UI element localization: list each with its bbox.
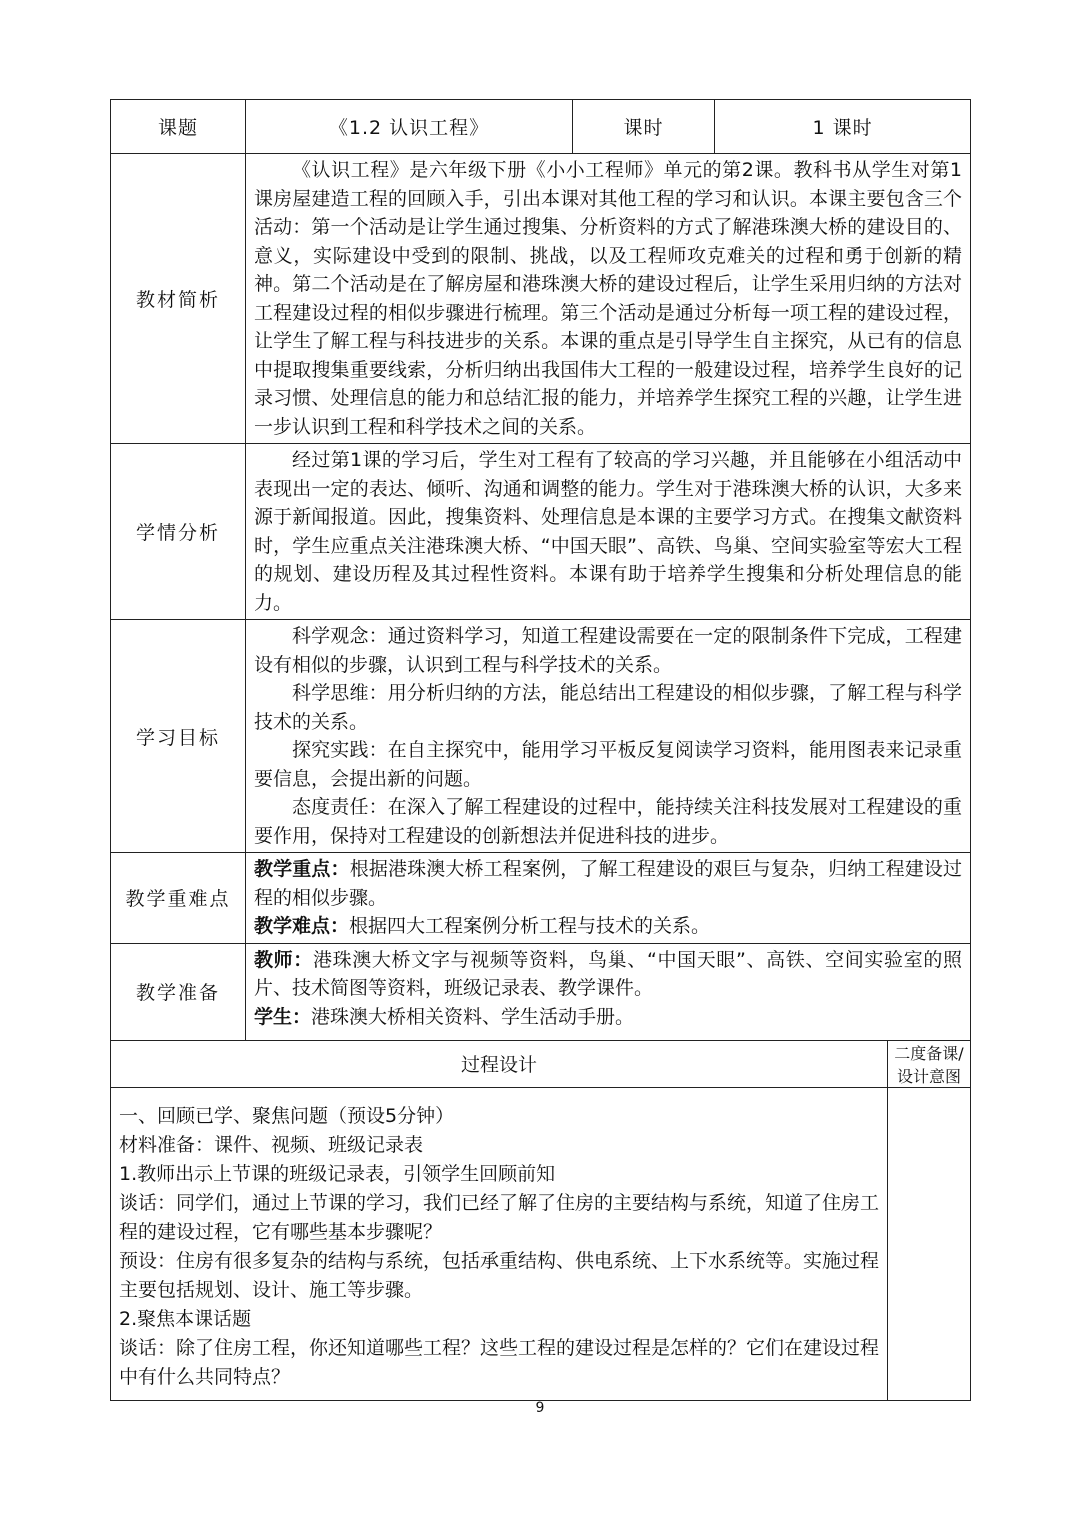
hours-value: 1 课时 — [715, 100, 971, 154]
teaching-difficulty — [254, 912, 962, 941]
process-line: 1.教师出示上节课的班级记录表，引领学生回顾前知 — [119, 1162, 556, 1185]
process-line: 谈话：除了住房工程，你还知道哪些工程？这些工程的建设过程是怎样的？它们在建设过程中有什么共同特点？ — [119, 1336, 880, 1388]
learning-goals-row — [111, 620, 971, 853]
textbook-analysis-cell — [246, 154, 971, 444]
teacher-prep-text: 港珠澳大桥文字与视频等资料，鸟巢、“中国天眼”、高铁、空间实验室的照片、技术简图等资料，班级记录表、教学课件。 — [254, 948, 962, 999]
student-analysis-cell — [246, 444, 971, 620]
preparation-row — [111, 943, 971, 1040]
process-header-row — [111, 1040, 971, 1087]
topic-label: 课题 — [111, 100, 246, 154]
teacher-prep-key: 教师： — [254, 948, 313, 971]
process-line: 预设：住房有很多复杂的结构与系统，包括承重结构、供电系统、上下水系统等。实施过程主要包括规划、设计、施工等步骤。 — [119, 1249, 880, 1301]
teaching-difficulty-text: 根据四大工程案例分析工程与技术的关系。 — [349, 915, 711, 937]
goal-item: 科学观念：通过资料学习，知道工程建设需要在一定的限制条件下完成，工程建设有相似的步骤，认识到工程与科学技术的关系。 — [254, 625, 963, 676]
process-line: 一、回顾已学、聚焦问题（预设5分钟） — [119, 1104, 455, 1127]
textbook-analysis-label: 教材简析 — [111, 154, 246, 444]
student-analysis-text: 经过第1课的学习后，学生对工程有了较高的学习兴趣，并且能够在小组活动中表现出一定的表达、倾听、沟通和调整的能力。学生对于港珠澳大桥的认识，大多来源于新闻报道。因此，搜集资料、处理信息是本课的主要学习方式。在搜集文献资料时，学生应重点关注港珠澳大桥、“中国天眼”、高铁、鸟巢、空间实验室等宏大工程的规划、建设历程及其过程性资料。本课有助于培养学生搜集和分析处理信息的能力。 — [254, 449, 963, 614]
teaching-focus-key: 教学重点： — [254, 858, 350, 880]
preparation-label: 教学准备 — [111, 943, 246, 1040]
student-prep-key: 学生： — [254, 1005, 312, 1028]
student-analysis-row — [111, 444, 971, 620]
teaching-focus — [254, 855, 962, 912]
textbook-analysis-text: 《认识工程》是六年级下册《小小工程师》单元的第2课。教科书从学生对第1课房屋建造工程的回顾入手，引出本课对其他工程的学习和认识。本课主要包含三个活动：第一个活动是让学生通过搜集、分析资料的方式了解港珠澳大桥的建设目的、意义，实际建设中受到的限制、挑战，以及工程师攻克难关的过程和勇于创新的精神。第二个活动是在了解房屋和港珠澳大桥的建设过程后，让学生采用归纳的方法对工程建设过程的相似步骤进行梳理。第三个活动是通过分析每一项工程的建设过程，让学生了解工程与科技进步的关系。本课的重点是引导学生自主探究，从已有的信息中提取搜集重要线索，分析归纳出我国伟大工程的一般建设过程，培养学生良好的记录习惯、处理信息的能力和总结汇报的能力，并培养学生探究工程的兴趣，让学生进一步认识到工程和科学技术之间的关系。 — [254, 159, 963, 438]
lesson-plan-table — [110, 99, 971, 1401]
student-prep-text: 港珠澳大桥相关资料、学生活动手册。 — [311, 1005, 635, 1028]
process-line: 材料准备：课件、视频、班级记录表 — [119, 1133, 424, 1156]
process-design-cell — [111, 1087, 888, 1400]
goal-item: 科学思维：用分析归纳的方法，能总结出工程建设的相似步骤，了解工程与科学技术的关系。 — [254, 682, 963, 733]
topic-value: 《1.2 认识工程》 — [246, 100, 573, 154]
learning-goals-label: 学习目标 — [111, 620, 246, 853]
textbook-analysis-row — [111, 154, 971, 444]
process-line: 谈话：同学们，通过上节课的学习，我们已经了解了住房的主要结构与系统，知道了住房工程的建设过程，它有哪些基本步骤呢？ — [119, 1191, 880, 1243]
key-points-row — [111, 853, 971, 944]
learning-goals-cell — [246, 620, 971, 853]
page-number: 9 — [535, 1400, 545, 1416]
header-row — [111, 100, 971, 154]
hours-label: 课时 — [573, 100, 715, 154]
preparation-cell — [246, 943, 971, 1040]
student-prep — [254, 1003, 962, 1032]
teacher-prep — [254, 946, 962, 1003]
process-body-row — [111, 1087, 971, 1400]
goal-item: 探究实践：在自主探究中，能用学习平板反复阅读学习资料，能用图表来记录重要信息，会提出新的问题。 — [254, 739, 963, 790]
process-line: 2.聚焦本课话题 — [119, 1307, 252, 1330]
key-points-cell — [246, 853, 971, 944]
student-analysis-label: 学情分析 — [111, 444, 246, 620]
key-points-label: 教学重难点 — [111, 853, 246, 944]
teaching-focus-text: 根据港珠澳大桥工程案例，了解工程建设的艰巨与复杂，归纳工程建设过程的相似步骤。 — [254, 858, 962, 909]
goal-item: 态度责任：在深入了解工程建设的过程中，能持续关注科技发展对工程建设的重要作用，保持对工程建设的创新想法并促进科技的进步。 — [254, 796, 963, 847]
teaching-difficulty-key: 教学难点： — [254, 915, 350, 937]
design-notes-header: 二度备课/设计意图 — [888, 1040, 971, 1087]
design-notes-cell — [888, 1087, 971, 1400]
process-design-header: 过程设计 — [111, 1040, 888, 1087]
